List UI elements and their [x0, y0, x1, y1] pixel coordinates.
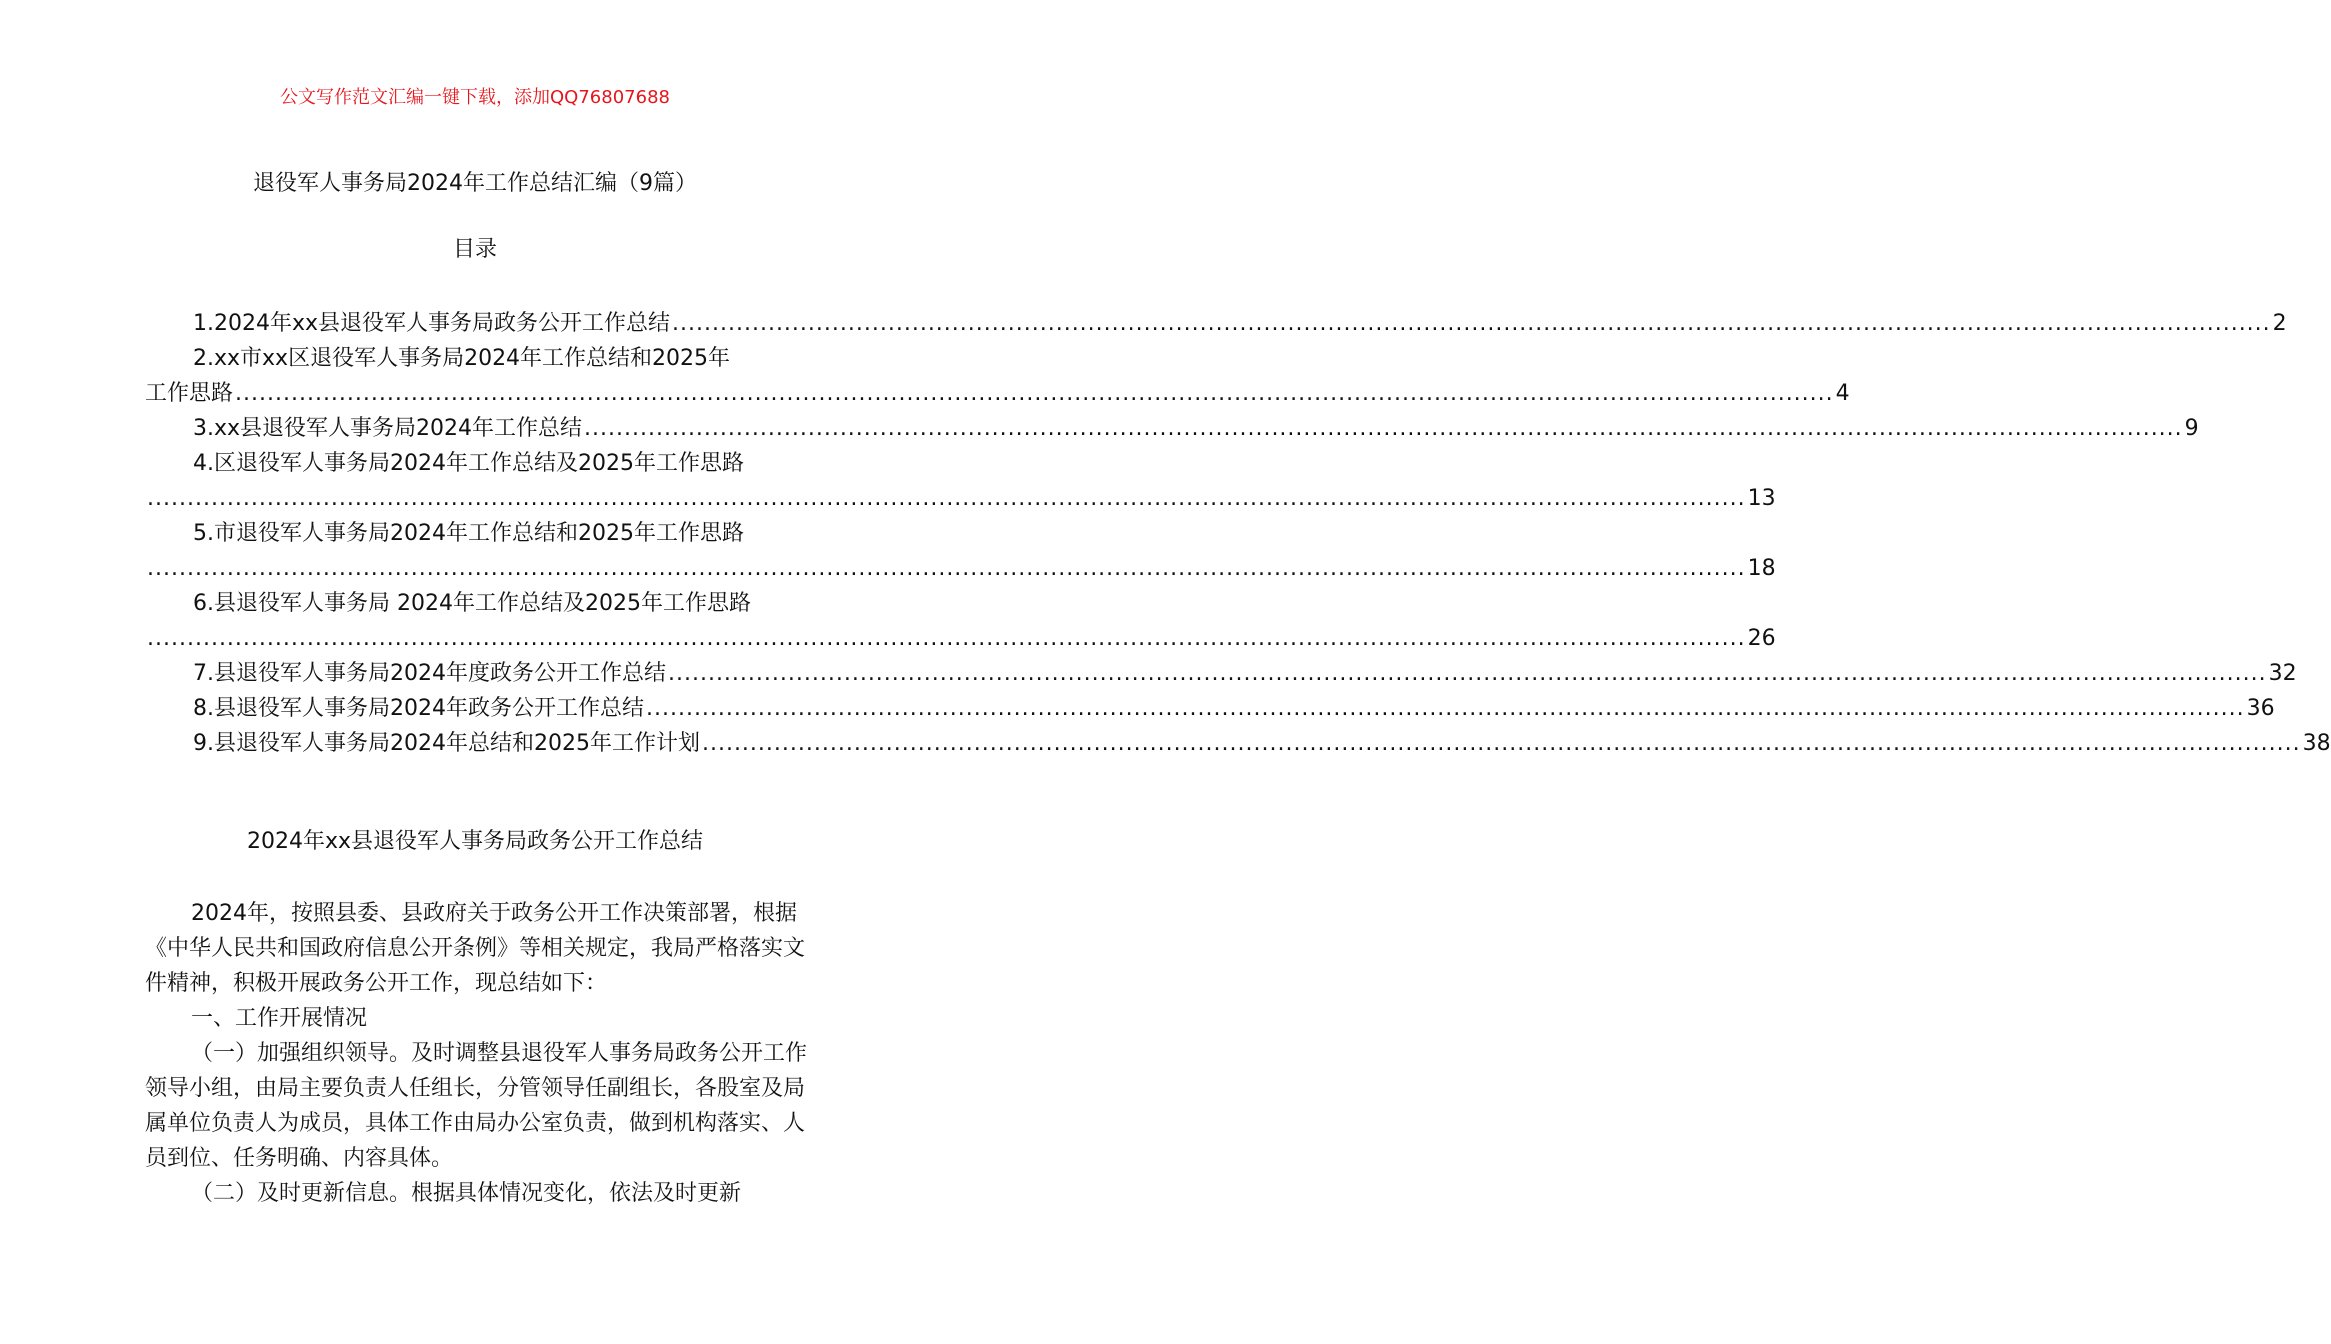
- toc-leader-dots: ........................................................................................................................................................................................................: [645, 696, 2245, 721]
- toc-entry-page: 38: [2302, 731, 2331, 756]
- toc-entry-9[interactable]: [145, 726, 2331, 761]
- toc-entry-7[interactable]: [145, 656, 2297, 691]
- toc-heading: 目录: [452, 237, 497, 262]
- toc-entry-3[interactable]: [145, 411, 2199, 446]
- toc-entry-title: 9.县退役军人事务局2024年总结和2025年工作计划: [193, 731, 700, 756]
- toc-leader-dots: ........................................................................................................................................................................................................: [701, 731, 2301, 756]
- toc-entry-page: 4: [1835, 381, 1850, 406]
- toc-entry-page: 18: [1747, 556, 1776, 581]
- toc-entry-title: 2.xx市xx区退役军人事务局2024年工作总结和2025年: [193, 346, 731, 371]
- body-paragraph: 2024年，按照县委、县政府关于政务公开工作决策部署，根据《中华人民共和国政府信息公开条例》等相关规定，我局严格落实文件精神，积极开展政务公开工作，现总结如下：: [145, 901, 806, 996]
- toc-entry-2[interactable]: [145, 341, 807, 376]
- toc-leader-dots: ........................................................................................................................................................................................................: [147, 486, 1746, 511]
- toc-entry-page: 13: [1747, 486, 1776, 511]
- body-paragraph: （一）加强组织领导。及时调整县退役军人事务局政务公开工作领导小组，由局主要负责人任组长，分管领导任副组长，各股室及局属单位负责人为成员，具体工作由局办公室负责，做到机构落实、人员到位、任务明确、内容具体。: [145, 1041, 808, 1171]
- toc-entry-title-continued: 工作思路: [145, 381, 234, 406]
- toc-entry-title: 4.区退役军人事务局2024年工作总结及2025年工作思路: [193, 451, 744, 476]
- toc-leader-dots: ........................................................................................................................................................................................................: [584, 416, 2183, 441]
- toc-entry-5[interactable]: [145, 516, 807, 551]
- toc-entry-6-continued[interactable]: [145, 621, 1776, 656]
- toc-entry-page: 32: [2268, 661, 2297, 686]
- section-body: [145, 896, 813, 1211]
- toc-entry-title: 1.2024年xx县退役军人事务局政务公开工作总结: [193, 311, 671, 336]
- toc-leader-dots: ........................................................................................................................................................................................................: [235, 381, 1834, 406]
- toc-entry-8[interactable]: [145, 691, 2275, 726]
- toc-entry-page: 26: [1747, 626, 1776, 651]
- document-title: 退役军人事务局2024年工作总结汇编（9篇）: [253, 171, 697, 196]
- toc-entry-page: 36: [2246, 696, 2275, 721]
- toc-entry-title: 3.xx县退役军人事务局2024年工作总结: [193, 416, 583, 441]
- toc-entry-page: 2: [2272, 311, 2287, 336]
- toc-leader-dots: ........................................................................................................................................................................................................: [667, 661, 2267, 686]
- toc-entry-title: 8.县退役军人事务局2024年政务公开工作总结: [193, 696, 644, 721]
- toc-entry-title: 6.县退役军人事务局 2024年工作总结及2025年工作思路: [193, 591, 751, 616]
- body-paragraph: （二）及时更新信息。根据具体情况变化，依法及时更新: [191, 1181, 742, 1206]
- toc-entry-4-continued[interactable]: [145, 481, 1776, 516]
- toc-entry-4[interactable]: [145, 446, 807, 481]
- toc-entry-6[interactable]: [145, 586, 807, 621]
- toc-leader-dots: ........................................................................................................................................................................................................: [147, 556, 1746, 581]
- toc-entry-page: 9: [2184, 416, 2199, 441]
- section-title: 2024年xx县退役军人事务局政务公开工作总结: [246, 829, 704, 854]
- toc-leader-dots: ........................................................................................................................................................................................................: [147, 626, 1746, 651]
- toc-leader-dots: ........................................................................................................................................................................................................: [672, 311, 2271, 336]
- toc-entry-5-continued[interactable]: [145, 551, 1776, 586]
- toc-entry-2-continued[interactable]: [145, 376, 1850, 411]
- section-heading: 一、工作开展情况: [191, 1006, 368, 1031]
- toc-entry-title: 7.县退役军人事务局2024年度政务公开工作总结: [193, 661, 666, 686]
- promo-banner[interactable]: 公文写作范文汇编一键下载，添加QQ76807688: [280, 87, 670, 108]
- toc-entry-1[interactable]: [145, 306, 2287, 341]
- table-of-contents: [145, 306, 2331, 761]
- toc-entry-title: 5.市退役军人事务局2024年工作总结和2025年工作思路: [193, 521, 744, 546]
